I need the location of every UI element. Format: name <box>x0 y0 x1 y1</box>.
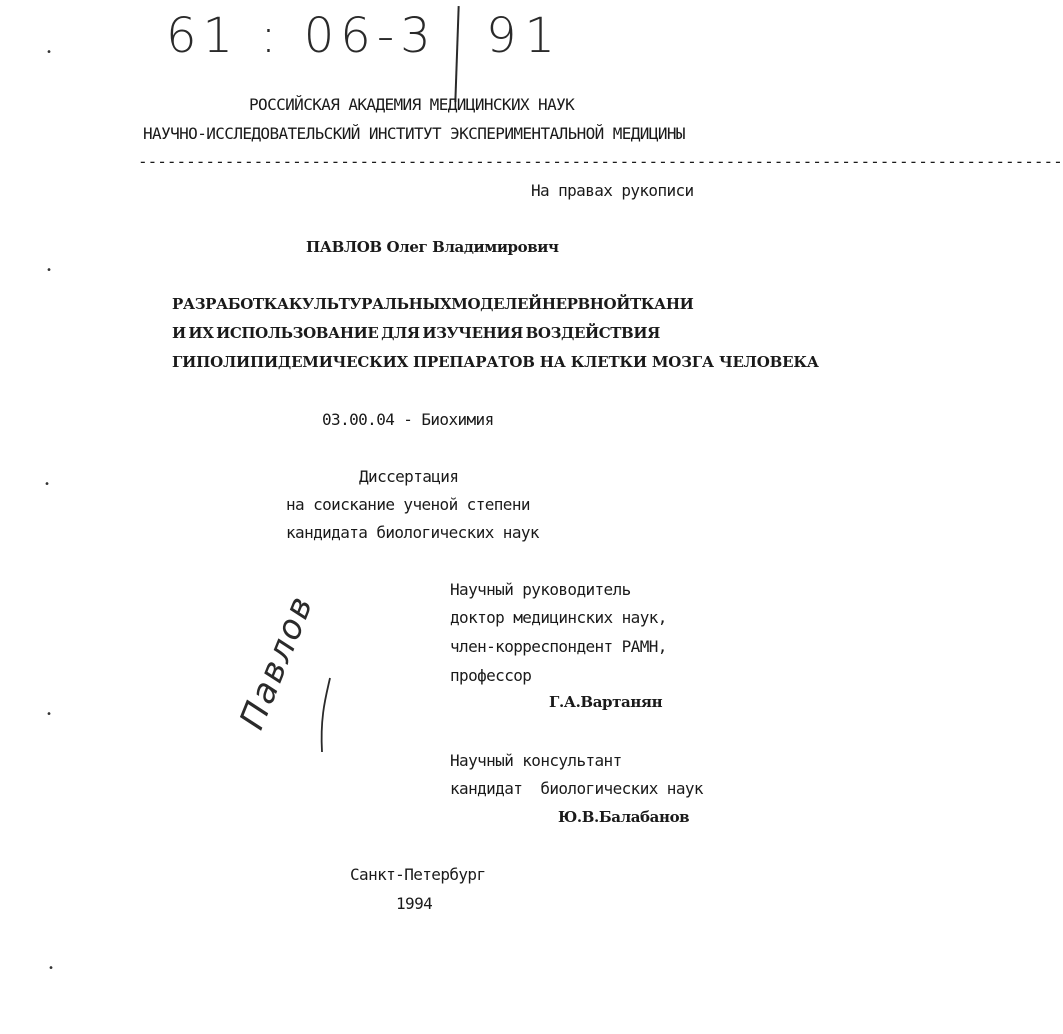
dissertation-title-line-2 <box>172 324 660 342</box>
city: Санкт-Петербург <box>350 865 486 884</box>
title-word: ИХ <box>188 324 214 342</box>
margin-mark: • <box>48 963 55 974</box>
title-word: НЕРВНОЙ <box>541 295 630 313</box>
supervisor-membership: член-корреспондент РАМН, <box>450 637 667 656</box>
consultant-name: Ю.В.Балабанов <box>558 808 690 826</box>
specialty: 03.00.04 - Биохимия <box>322 410 494 429</box>
title-word: ИСПОЛЬЗОВАНИЕ <box>216 324 379 342</box>
supervisor-title: профессор <box>450 666 532 685</box>
supervisor-role: Научный руководитель <box>450 580 631 599</box>
consultant-degree: кандидат биологических наук <box>450 779 703 798</box>
title-word: И <box>172 324 186 342</box>
signature-flourish <box>300 676 340 756</box>
dissertation-title-line-3: ГИПОЛИПИДЕМИЧЕСКИХ ПРЕПАРАТОВ НА КЛЕТКИ МОЗГА ЧЕЛОВЕКА <box>172 353 819 371</box>
title-word: КУЛЬТУРАЛЬНЫХ <box>288 295 452 313</box>
margin-mark: • <box>46 265 53 276</box>
dissertation-title-line-1 <box>172 295 694 313</box>
dissertation-label: Диссертация <box>359 467 459 486</box>
author-signature: Павлов <box>232 589 322 735</box>
margin-mark: • <box>46 709 53 720</box>
title-word: ВОЗДЕЙСТВИЯ <box>525 324 660 342</box>
manuscript-rights: На правах рукописи <box>531 181 694 200</box>
archive-code-left: 61 : 06-3 <box>166 8 437 64</box>
title-word: ДЛЯ <box>381 324 420 342</box>
org-name-institute: НАУЧНО-ИССЛЕДОВАТЕЛЬСКИЙ ИНСТИТУТ ЭКСПЕРИМЕНТАЛЬНОЙ МЕДИЦИНЫ <box>143 124 685 143</box>
title-word: ТКАНИ <box>630 295 694 313</box>
title-word: МОДЕЛЕЙ <box>451 295 542 313</box>
margin-mark: • <box>44 479 51 490</box>
supervisor-degree: доктор медицинских наук, <box>450 608 667 627</box>
dissertation-field-line: кандидата биологических наук <box>286 523 539 542</box>
year: 1994 <box>396 894 433 913</box>
consultant-role: Научный консультант <box>450 751 622 770</box>
dissertation-degree-line: на соискание ученой степени <box>286 495 530 514</box>
supervisor-name: Г.А.Вартанян <box>549 693 663 711</box>
title-word: ИЗУЧЕНИЯ <box>422 324 524 342</box>
author-name: ПАВЛОВ Олег Владимирович <box>306 238 559 256</box>
archive-code-right: 91 <box>486 8 564 64</box>
margin-mark: • <box>46 47 53 58</box>
title-word: РАЗРАБОТКА <box>172 295 289 313</box>
header-divider: ------------------------------------------------------------------------------------------------ <box>138 152 1063 171</box>
org-name-academy: РОССИЙСКАЯ АКАДЕМИЯ МЕДИЦИНСКИХ НАУК <box>249 95 575 114</box>
archive-code-separator <box>454 6 459 102</box>
